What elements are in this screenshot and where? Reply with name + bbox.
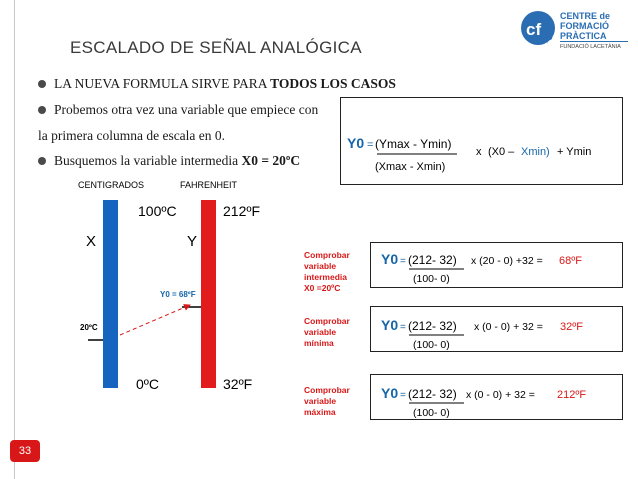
bullet-formula-all-cases: LA NUEVA FORMULA SIRVE PARA TODOS LOS CASOS [38, 76, 396, 92]
formula-plus-ymin: + Ymin [557, 146, 592, 158]
check-result: 32ºF [560, 321, 583, 333]
check-result: 212ºF [557, 389, 587, 401]
check-denominator: (100- 0) [413, 339, 450, 351]
check-operation: x (20 - 0) +32 = [471, 255, 543, 267]
x-axis-letter: X [86, 233, 97, 250]
svg-text:CENTRE de: CENTRE de [560, 11, 611, 21]
svg-text:cf: cf [526, 20, 542, 39]
check-note-intermediate: Comprobar variable intermedia X0 =20ºC [304, 250, 350, 293]
y-scale-bar [201, 200, 216, 388]
mapping-arrow [120, 305, 190, 335]
check-box-maximum [370, 374, 623, 420]
x-column-header: CENTIGRADOS [78, 180, 145, 190]
formula-x0-term: (X0 – [488, 146, 515, 158]
slide-title: ESCALADO DE SEÑAL ANALÓGICA [70, 38, 362, 57]
check-numerator: (212- 32) [408, 319, 457, 333]
x-scale-bar [103, 200, 118, 388]
general-formula [341, 98, 624, 186]
formula-numerator: (Ymax - Ymin) [375, 137, 452, 151]
formula-xmin-term: Xmin) [521, 146, 550, 158]
svg-text:FUNDACIÓ LACETÀNIA: FUNDACIÓ LACETÀNIA [560, 44, 621, 50]
x0-value-label: 20ºC [80, 323, 98, 332]
y-axis-letter: Y [187, 233, 198, 250]
svg-text:p: p [545, 28, 553, 43]
formula-times: x [476, 146, 482, 158]
check-equals: = [400, 322, 406, 333]
check-note-maximum: Comprobar variable máxima [304, 385, 350, 417]
y-max-label: 212ºF [223, 203, 261, 219]
scale-diagram [60, 195, 300, 395]
check-operation: x (0 - 0) + 32 = [474, 321, 543, 333]
page-number-badge: 33 [10, 440, 40, 462]
bullet-intermediate-variable: Busquemos la variable intermedia X0 = 20ºC [38, 153, 300, 169]
bullet-dot-icon [38, 106, 46, 114]
y0-value-label: Y0 = 68ºF [160, 290, 196, 299]
x-max-label: 100ºC [138, 203, 177, 219]
check-operation: x (0 - 0) + 32 = [466, 389, 535, 401]
svg-text:PRÀCTICA: PRÀCTICA [560, 31, 607, 41]
check-box-intermediate [370, 242, 623, 288]
x-min-label: 0ºC [136, 376, 160, 392]
general-formula-box [340, 97, 623, 185]
check-y0: Y0 [381, 385, 399, 401]
bullet-dot-icon [38, 80, 46, 88]
check-numerator: (212- 32) [408, 253, 457, 267]
check-denominator: (100- 0) [413, 407, 450, 419]
svg-text:FORMACIÓ: FORMACIÓ [560, 21, 609, 31]
formula-equals: = [367, 139, 374, 151]
check-numerator: (212- 32) [408, 387, 457, 401]
y-column-header: FAHRENHEIT [180, 180, 238, 190]
check-result: 68ºF [559, 255, 582, 267]
check-note-minimum: Comprobar variable mínima [304, 316, 350, 348]
bullet-dot-icon [38, 157, 46, 165]
check-box-minimum [370, 306, 623, 352]
cfp-logo [520, 6, 630, 50]
check-y0: Y0 [381, 317, 399, 333]
formula-y0: Y0 [347, 135, 365, 151]
bullet-try-variable: Probemos otra vez una variable que empiece con [38, 102, 318, 118]
check-y0: Y0 [381, 251, 399, 267]
check-equals: = [400, 256, 406, 267]
slide-left-border [14, 0, 15, 479]
y-min-label: 32ºF [223, 376, 253, 392]
formula-denominator: (Xmax - Xmin) [375, 161, 446, 173]
check-denominator: (100- 0) [413, 273, 450, 285]
bullet-continuation: la primera columna de escala en 0. [38, 128, 226, 143]
check-equals: = [400, 390, 406, 401]
